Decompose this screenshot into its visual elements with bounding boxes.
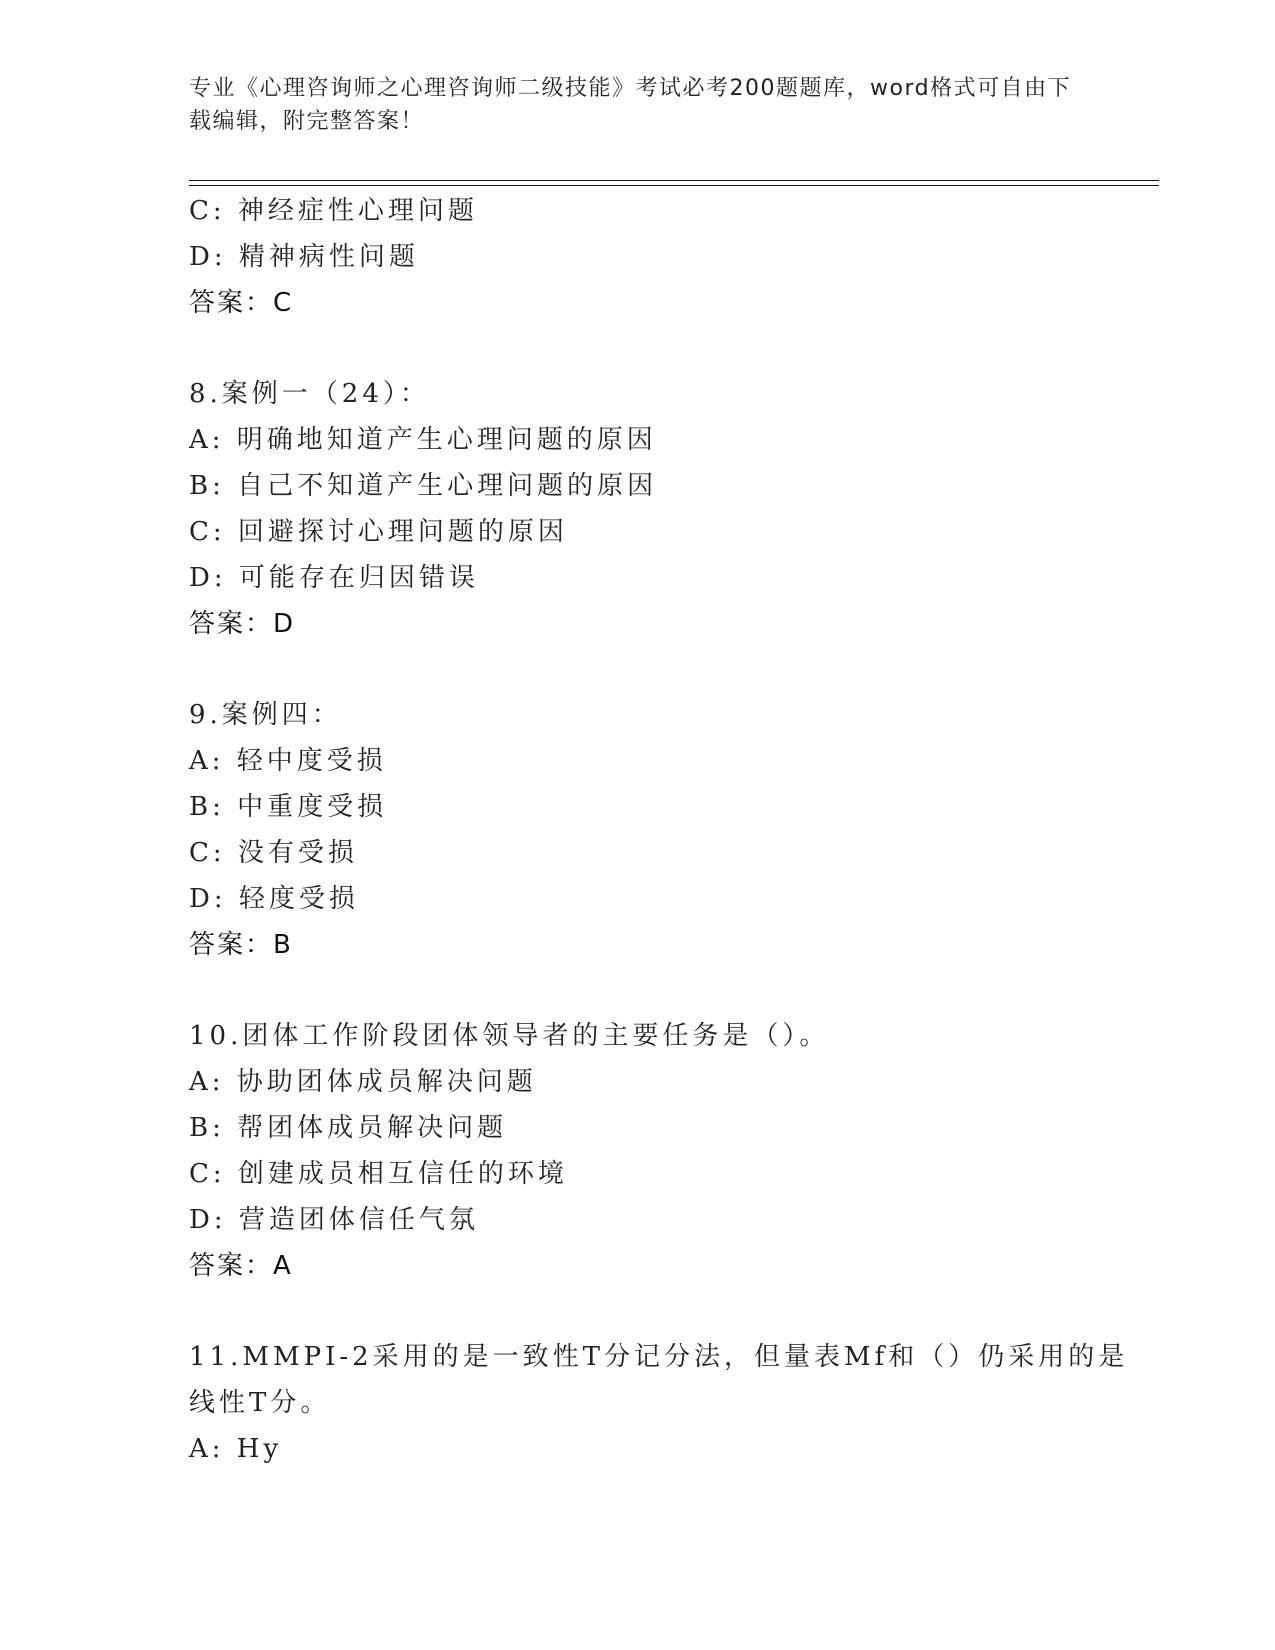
option-a: A: 轻中度受损 [189, 746, 387, 776]
answer-label: 答案：B [189, 930, 293, 960]
option-d: D: 轻度受损 [189, 884, 359, 914]
question-title: 10.团体工作阶段团体领导者的主要任务是（）。 [189, 1021, 830, 1051]
answer-label: 答案：A [189, 1251, 293, 1281]
option-d: D: 精神病性问题 [189, 242, 419, 272]
question-block-7 [189, 188, 1079, 326]
question-list [189, 188, 1129, 1472]
option-a: A: 协助团体成员解决问题 [189, 1067, 537, 1097]
question-block-8 [189, 371, 1079, 647]
question-title: 8.案例一（24）： [189, 379, 430, 409]
answer-label: 答案：D [189, 609, 296, 639]
option-c: C: 创建成员相互信任的环境 [189, 1159, 568, 1189]
spacer [189, 968, 1079, 1013]
spacer [189, 326, 1079, 371]
option-b: B: 自己不知道产生心理问题的原因 [189, 471, 658, 501]
option-c: C: 神经症性心理问题 [189, 196, 478, 226]
question-block-9 [189, 692, 1079, 968]
option-d: D: 可能存在归因错误 [189, 563, 479, 593]
page-header: 专业《心理咨询师之心理咨询师二级技能》考试必考200题题库，word格式可自由下载编辑，附完整答案！ [189, 76, 1072, 134]
option-b: B: 中重度受损 [189, 792, 388, 822]
spacer [189, 1289, 1079, 1334]
question-title: 9.案例四： [189, 700, 342, 730]
question-block-10 [189, 1013, 1079, 1289]
answer-label: 答案：C [189, 288, 294, 318]
option-a: A: Hy [189, 1434, 283, 1464]
question-title-line-2: 线性T分。 [189, 1388, 331, 1418]
option-d: D: 营造团体信任气氛 [189, 1205, 479, 1235]
header-divider-bottom [189, 185, 1159, 186]
question-block-11 [189, 1334, 1129, 1472]
option-a: A: 明确地知道产生心理问题的原因 [189, 425, 657, 455]
question-title-line-1: 11.MMPI-2采用的是一致性T分记分法，但量表Mf和（）仍采用的是 [189, 1342, 1129, 1372]
option-c: C: 回避探讨心理问题的原因 [189, 517, 568, 547]
spacer [189, 647, 1079, 692]
option-b: B: 帮团体成员解决问题 [189, 1113, 508, 1143]
header-divider-top [189, 180, 1159, 181]
option-c: C: 没有受损 [189, 838, 358, 868]
